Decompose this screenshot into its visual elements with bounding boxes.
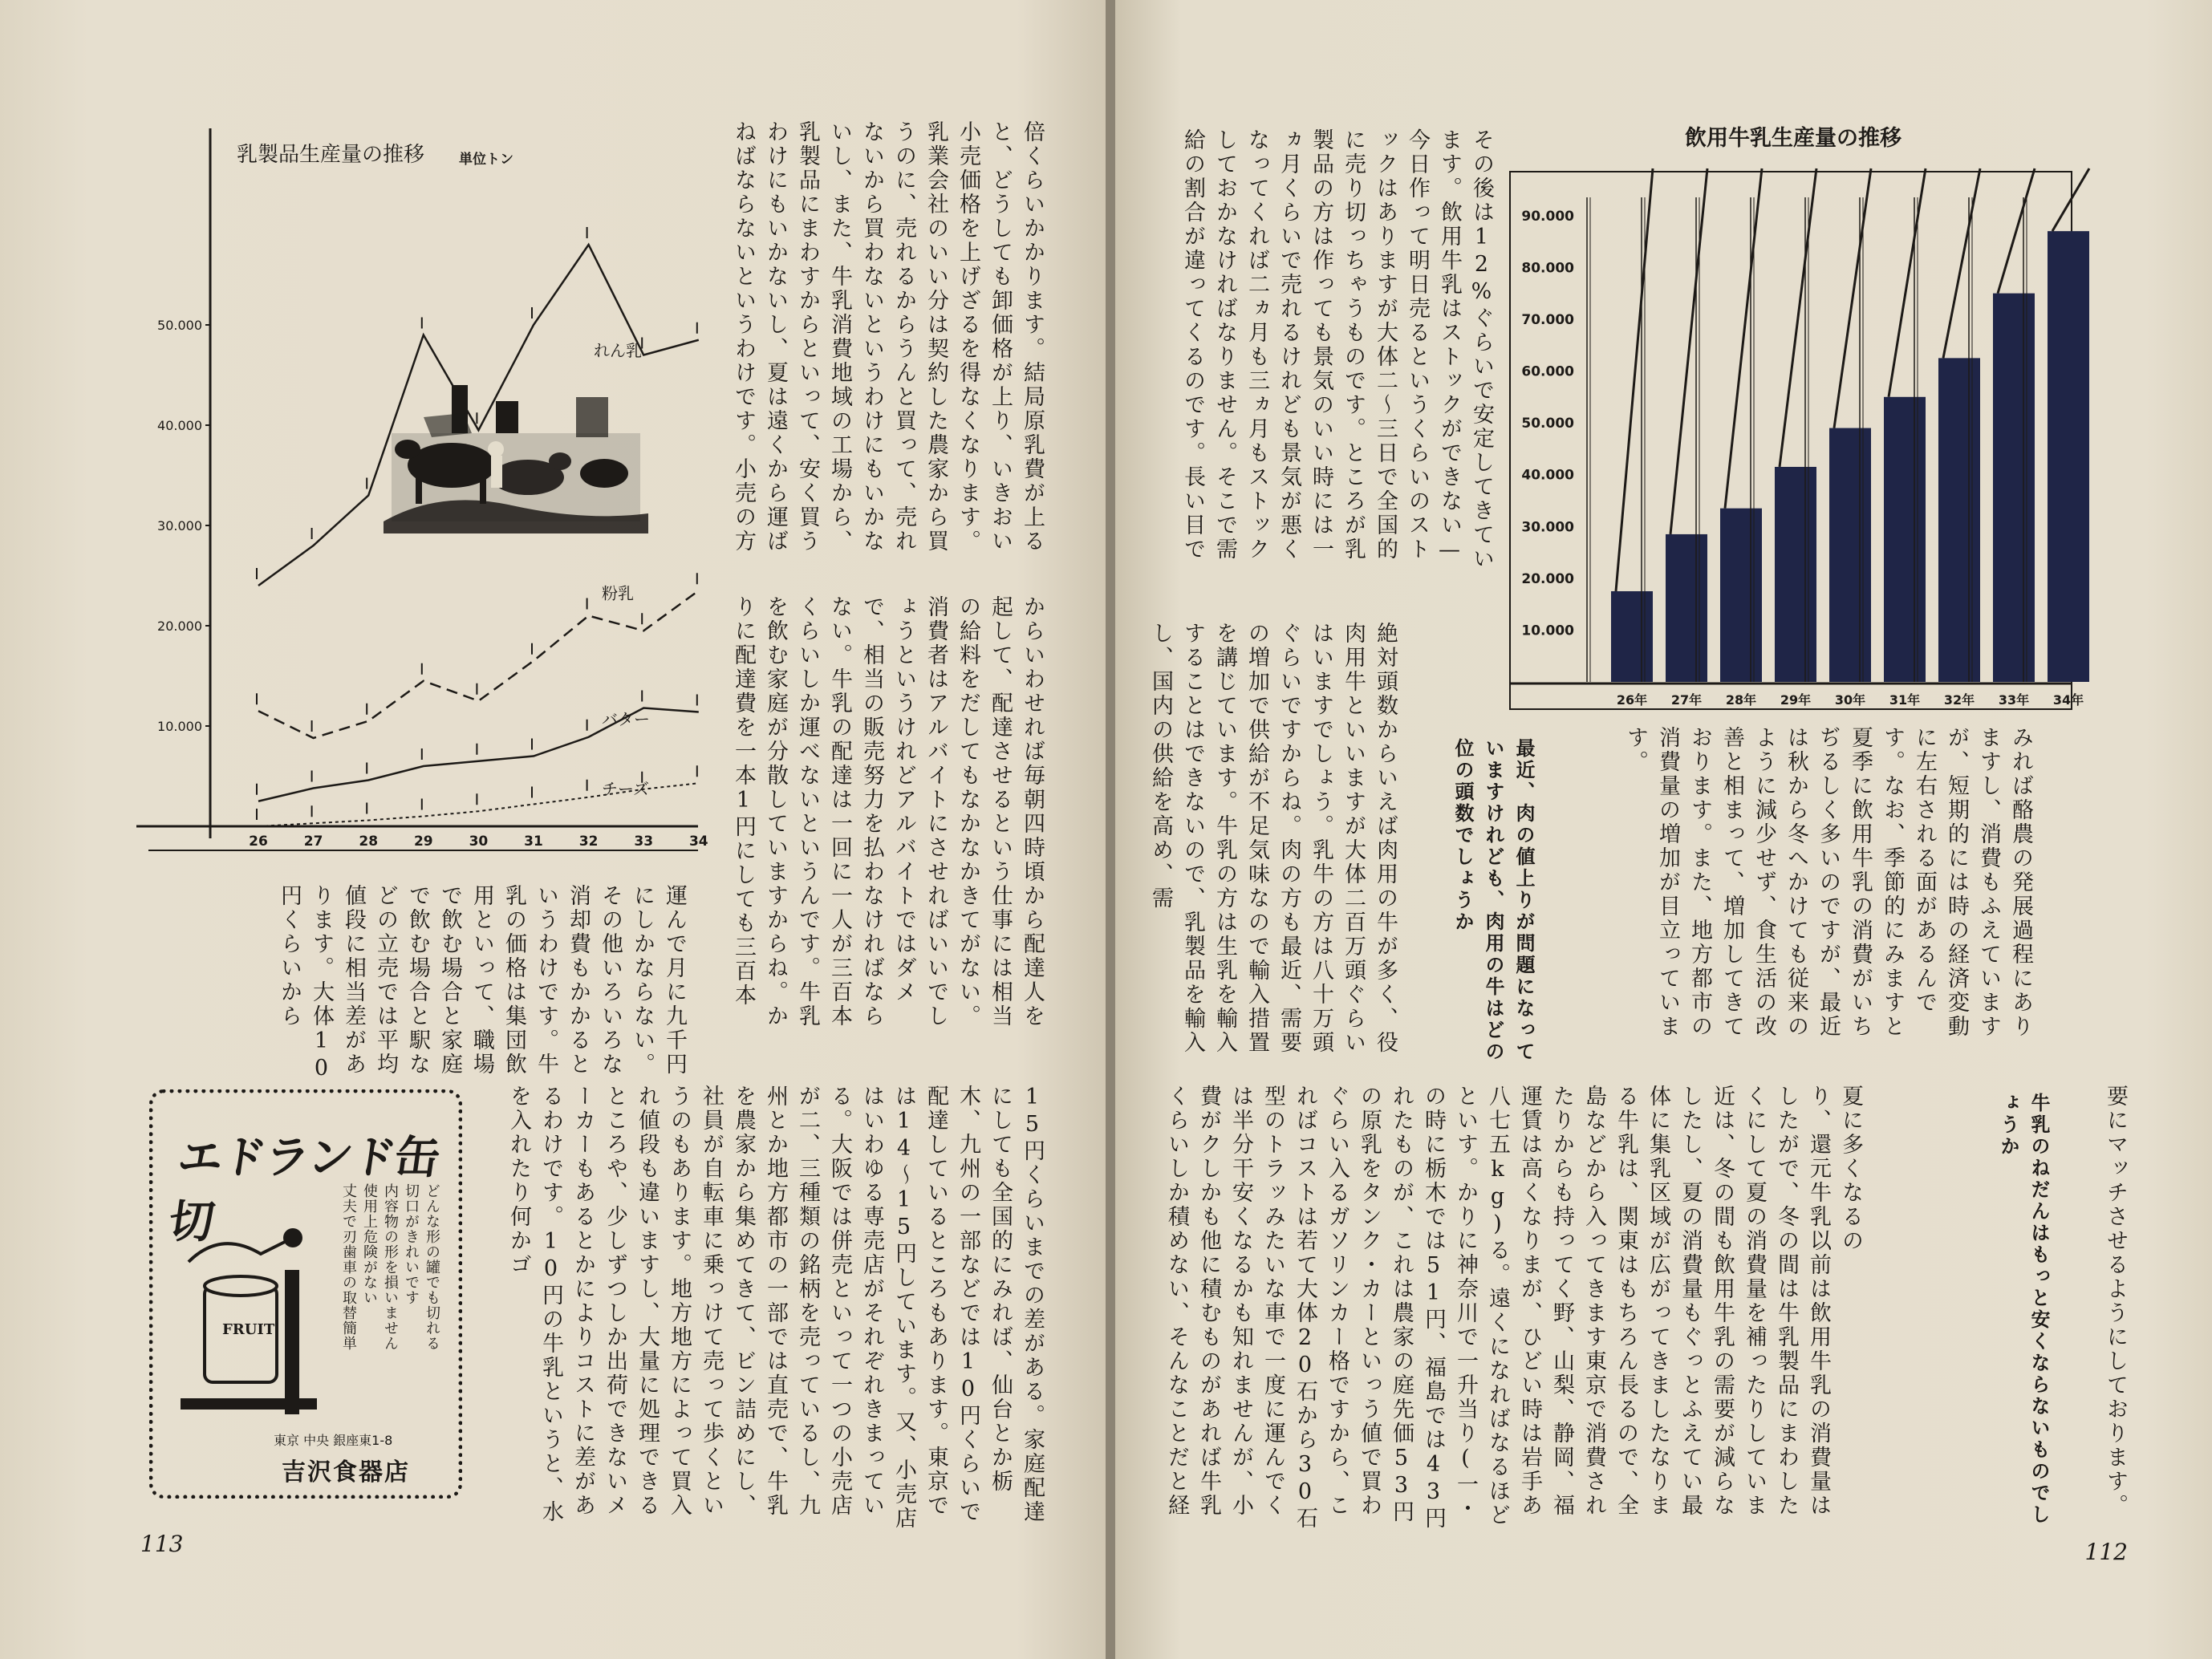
bar-slant <box>1780 168 1816 467</box>
can-opener-advertisement <box>149 1089 462 1499</box>
right-bottom-text <box>1160 1085 1863 1534</box>
text-line: で、冬の間は牛乳製品にまわしたり、還元牛乳 <box>1774 1085 1831 1518</box>
text-line: る。遠くになればなるほど運賃は高くなりま <box>1485 1085 1542 1527</box>
text-line: い。その他いろ <box>598 884 655 1077</box>
text-line: すし、消費もふえていますが、 <box>1944 726 2001 1039</box>
y-tick-label: 50.000 <box>1521 416 1574 432</box>
left-lower-left-text <box>144 884 690 1085</box>
text-line: うわけにもいかないし、また、牛乳消費地域 <box>827 120 884 554</box>
text-line: 10円くらいから <box>277 884 334 1083</box>
ad-address: 東京 中央 銀座東1-8 <box>274 1433 393 1448</box>
text-line: いろな消却費も <box>566 884 623 1077</box>
x-tick-label: 27年 <box>1670 692 1703 708</box>
x-tick-label: 30 <box>469 834 489 850</box>
right-middle-left-text <box>1148 622 1401 1071</box>
text-line: せず、食生活の改善と相まっ <box>1719 726 1776 1039</box>
text-line: 用牛といいますが大体二百万頭ぐらいはいま <box>1309 622 1366 1055</box>
text-line: 要にマッチさせるようにしております。 <box>2103 1085 2128 1518</box>
ad-copy-line: 丈夫で刃歯車の取替簡単 <box>340 1183 357 1351</box>
x-tick-label: 32年 <box>1943 692 1975 708</box>
x-tick-label: 28年 <box>1725 692 1757 708</box>
right-middle-right-text <box>1619 726 2036 1039</box>
bar <box>1775 467 1816 682</box>
text-line: らうんと買って、売れないから買わないとい <box>859 120 916 554</box>
text-line: 又、小売店はいわゆる専売店がそれぞれきま <box>859 1085 916 1531</box>
text-line: を上げざるを得なくなります。乳業会社のい <box>923 120 980 554</box>
book-gutter <box>1106 0 1115 1659</box>
text-line: 車に乗っけて売って歩くというのもありま <box>667 1085 724 1518</box>
text-line: 場合と家庭で飲 <box>405 884 462 1077</box>
bar-slant <box>1616 168 1653 591</box>
bar <box>1666 534 1707 682</box>
x-tick-label: 31年 <box>1889 692 1921 708</box>
ad-brand-name: エドランド缶切 <box>165 1132 442 1248</box>
text-line: 運んで月に九千 <box>662 884 687 1053</box>
x-tick-label: 34年 <box>2052 692 2084 708</box>
text-line: 東京で消費される牛乳は、関東はもちろん長 <box>1581 1085 1638 1518</box>
y-tick-label: 60.000 <box>1521 363 1574 380</box>
text-line: みれば酪農の発展過程にありま <box>1976 726 2033 1039</box>
text-line: ものです。ところが乳製品の方は作っても景 <box>1309 128 1366 562</box>
text-line: う値で買われたものが、これは農家の庭先価 <box>1357 1085 1414 1518</box>
bar-slant <box>1943 168 1980 358</box>
text-line: が、ひどい時は岩手あたりからも持ってく <box>1517 1085 1574 1518</box>
x-tick-label: 32 <box>578 834 599 850</box>
text-line: の工場から、乳製品にまわすからといって、 <box>795 120 852 554</box>
right-last-text <box>2083 1085 2131 1534</box>
x-tick-label: 30年 <box>1834 692 1866 708</box>
left-middle-text <box>727 595 1048 1044</box>
text-line: 野、山梨、静岡、福島などから入ってきます <box>1549 1085 1606 1518</box>
text-line: か出荷できないメーカーもあるとかによりコ <box>570 1085 627 1518</box>
text-line: 10円の牛乳というと、水を入れたり何かゴ <box>506 1085 563 1524</box>
page-number-left: 113 <box>140 1531 184 1557</box>
text-line: も景気が悪くなってくれば二ヵ月も三ヵ月も <box>1244 128 1301 562</box>
text-line: くらいしか積めない、そんなことだと経費が <box>1164 1085 1221 1518</box>
text-line: かかるというわ <box>534 884 591 1077</box>
text-line: て明日売るというくらいのストックはありま <box>1373 128 1430 562</box>
question-line: 最近、肉の値上りが問題になって <box>1512 738 1535 1063</box>
text-line: 干安くなるかも知れませんが、小型のトラッ <box>1228 1085 1285 1518</box>
text-line: す。地方地方によって買入れ値段も違います <box>635 1085 692 1518</box>
text-line: ストックしておかなければなりません。そこ <box>1212 128 1269 562</box>
left-top-text <box>727 120 1048 570</box>
text-line: 集団飲用といっ <box>469 884 526 1077</box>
text-line: し、大量に処理できるところや、少しずつし <box>603 1085 660 1518</box>
text-line: て、職場で飲む <box>437 884 494 1077</box>
x-tick-label: 29 <box>413 834 433 850</box>
text-line: なお、季節的にみますと夏季 <box>1848 726 1905 1039</box>
x-tick-label: 28 <box>359 834 379 850</box>
bar <box>1611 591 1653 682</box>
text-line: て、配達させるという仕事には相当の給料を <box>956 595 1013 1028</box>
text-line: 気のいい時には一ヵ月くらいで売れるけれど <box>1276 128 1333 562</box>
y-tick-label: 80.000 <box>1521 260 1574 277</box>
drinking-milk-bar-chart <box>1508 152 2086 714</box>
y-tick-label: 10.000 <box>157 719 202 734</box>
y-tick-label: 20.000 <box>157 619 202 634</box>
text-line: い分は契約した農家から買うのに、売れるか <box>891 120 948 554</box>
x-tick-label: 29年 <box>1780 692 1812 708</box>
bar <box>2048 231 2089 682</box>
text-line: 最近は、冬の間も飲用牛乳の需要が減らなく <box>1678 1085 1767 1518</box>
bar-slant <box>1725 168 1762 509</box>
ad-copy-line: どんな形の罐でも切れる <box>424 1183 440 1351</box>
text-line: 飲用牛乳はストックができない—今日作っ <box>1405 128 1462 565</box>
text-line: アルバイトではダメで、相当の販売努力を払 <box>859 595 916 1004</box>
y-tick-label: 20.000 <box>1521 570 1574 587</box>
text-line: 絶対頭数からいえば肉用の牛が多く、役肉 <box>1341 622 1398 1055</box>
text-line: あります。大体 <box>309 884 366 1077</box>
x-tick-label: 34 <box>688 834 708 850</box>
bar <box>1829 428 1871 682</box>
text-line: 15円くらいまでの差がある。家庭配達にして <box>988 1085 1045 1524</box>
bar <box>1720 509 1762 682</box>
bar-slant <box>1834 168 1871 428</box>
text-line: その後は12%ぐらいで安定してきています。 <box>1437 128 1494 571</box>
x-tick-label: 33年 <box>1998 692 2030 708</box>
text-line: にして夏の消費量を補ったりしていましたが <box>1742 1085 1799 1518</box>
text-line: どうしても卸価格が上り、いきおい小売価格 <box>956 120 1013 554</box>
text-line: バイトにさせればいいでしょうというけれど <box>891 595 948 1028</box>
text-line: 円にしかならな <box>630 884 687 1077</box>
y-tick-label: 90.000 <box>1521 208 1574 225</box>
text-line: クしかも他に積むものがあれば牛乳は半分 <box>1196 1085 1253 1518</box>
series-label: バター <box>602 709 650 729</box>
bar-slant <box>1670 168 1707 534</box>
bar <box>1993 294 2035 682</box>
text-line: 格ですから、この原乳をタンク・カーといっ <box>1325 1085 1382 1518</box>
text-line: なりましたし、夏の消費量もぐっとふえてい <box>1646 1085 1703 1518</box>
question-line: 牛乳のねだんはもっと安くならないものでしょ <box>1997 1093 2050 1526</box>
interview-question-2 <box>1990 1093 2054 1542</box>
text-line: 人が三百本くらいしか運べないというんで <box>795 595 852 1028</box>
text-line: に飲用牛乳の消費がいちぢるし <box>1816 726 1873 1039</box>
text-line: く多いのですが、最近は秋から <box>1784 726 1841 1039</box>
text-line: 目立っています。 <box>1623 726 1680 1039</box>
text-line: からね。肉の方も最近、需要の増加で供給が <box>1244 622 1301 1055</box>
text-line: 冬へかけても従来のように減少 <box>1751 726 1808 1039</box>
text-line: て、増加してきております。ま <box>1687 726 1744 1039</box>
series-label: チーズ <box>602 779 649 799</box>
x-tick-label: 33 <box>634 834 654 850</box>
text-line: ね。かりに配達費を一本1円にしても三百本 <box>731 595 788 1028</box>
text-line: 不足気味なので輸入措置を講じています。牛 <box>1212 622 1269 1055</box>
question-line: 位の頭数でしょうか <box>1451 738 1474 933</box>
y-tick-label: 10.000 <box>1521 623 1574 639</box>
series-label: れん乳 <box>594 340 642 360</box>
y-tick-label: 50.000 <box>157 318 202 333</box>
x-tick-label: 26 <box>249 834 268 850</box>
text-line: で、乳製品を輸入し、国内の供給を高め、需 <box>1148 622 1205 1055</box>
cattle-farm-illustration <box>375 369 656 537</box>
text-line: す。牛乳を飲む家庭が分散していますから <box>763 595 820 1028</box>
text-line: す。かりに神奈川で一升当り(一・八七五kg) <box>1453 1085 1510 1521</box>
text-line: 倍くらいかかります。結局原乳費が上ると、 <box>988 120 1045 554</box>
ad-shop-name: 吉沢食器店 <box>282 1458 410 1487</box>
text-line: もあります。東京では14〜15円しています。 <box>891 1085 948 1518</box>
bar <box>1884 397 1926 682</box>
milk-chart-title: 飲用牛乳生産量の推移 <box>1685 126 1902 151</box>
text-line: 値段に相当差が <box>341 884 366 1053</box>
text-line: るので、全体に集乳区域が広がってきました <box>1613 1085 1670 1518</box>
ad-copy-line: 切口がきれいです <box>403 1183 420 1305</box>
text-line: 以前は飲用牛乳の消費量は夏に多くなるの <box>1806 1085 1863 1518</box>
x-tick-label: 26年 <box>1616 692 1648 708</box>
text-line: からいわせれば毎朝四時頃から配達人を起し <box>988 595 1045 1028</box>
text-line: 運ばねばならないというわけです。小売の方 <box>731 120 788 554</box>
text-line: た、地方都市の消費量の増加が <box>1655 726 1712 1039</box>
page-number-right: 112 <box>2084 1539 2128 1565</box>
ad-copy <box>338 1183 442 1416</box>
question-line: いますけれども、肉用の牛はどの <box>1482 738 1504 1063</box>
y-tick-label: 40.000 <box>1521 467 1574 484</box>
text-line: から集めてきて、ビン詰めにし、社員が自転 <box>699 1085 756 1518</box>
text-line: される面があるんです。 <box>1880 726 1937 1015</box>
text-line: む場合と駅など <box>373 884 430 1077</box>
y-tick-label: 40.000 <box>157 418 202 433</box>
text-line: けです。 <box>534 956 558 1053</box>
bar-slant <box>1998 168 2035 294</box>
x-tick-label: 31 <box>524 834 543 850</box>
text-line: とか地方都市の一部では直売で、牛乳を農家 <box>731 1085 788 1518</box>
bar-slant <box>1889 168 1926 397</box>
y-tick-label: 30.000 <box>1521 519 1574 536</box>
text-line: 牛乳の価格は <box>501 884 558 1077</box>
can-opener-illustration <box>172 1214 325 1422</box>
ad-copy-line: 内容物の形を損いません <box>382 1183 399 1351</box>
right-top-text <box>1160 128 1497 578</box>
text-line: わなければならない。牛乳の配達は一回に一 <box>827 595 884 1028</box>
text-line: も全国的にみれば、仙台とか栃木、九州の一 <box>956 1085 1013 1494</box>
text-line: 店が二、三種類の銘柄を売っているし、九州 <box>763 1085 852 1518</box>
text-line: すでしょう。乳牛の方は八十万頭ぐらいです <box>1276 622 1333 1055</box>
dairy-chart-title: 乳製品生産量の推移 <box>237 143 425 167</box>
text-line: ストに差があるわけです。 <box>538 1085 595 1518</box>
text-line: て大体20石から30石ぐらい入るガソリンカー <box>1293 1085 1350 1531</box>
x-tick-label: 27 <box>303 834 323 850</box>
text-line: 安く買うわけにもいかないし、夏は遠くから <box>763 120 820 554</box>
text-line: 53円の時に栃木では51円、福島では43円とい <box>1389 1085 1478 1531</box>
can-label: FRUIT <box>222 1321 275 1338</box>
y-tick-label: 30.000 <box>157 518 202 533</box>
bar <box>1938 358 1980 682</box>
text-line: 部などでは10円くらいで配達しているところ <box>923 1085 980 1524</box>
text-line: で需給の割合が違ってくるのです。長い目で <box>1180 128 1237 562</box>
text-line: すが大体二〜三日で全国的に売り切っちゃう <box>1341 128 1398 562</box>
text-line: の立売では平均 <box>373 908 398 1077</box>
text-line: だしてもなかなかきてがない。消費者はアル <box>923 595 980 1028</box>
left-bottom-text <box>506 1085 1048 1534</box>
text-line: っている。大阪では併売といって一つの小売 <box>827 1085 884 1518</box>
series-label: 粉乳 <box>602 583 634 603</box>
question-line: うか <box>1997 1114 2019 1158</box>
right-page <box>1115 0 2212 1659</box>
interview-question-1 <box>1435 738 1539 1075</box>
text-line: 乳の方は生乳を輸入することはできないの <box>1180 622 1237 1055</box>
text-line: 短期的には時の経済変動に左右 <box>1912 726 1969 1039</box>
dairy-chart-unit: 単位トン <box>459 152 513 168</box>
ad-copy-line: 使用上危険がない <box>361 1183 378 1305</box>
y-tick-label: 70.000 <box>1521 311 1574 328</box>
text-line: みたいな車で一度に運んでくればコストは若 <box>1260 1085 1317 1518</box>
